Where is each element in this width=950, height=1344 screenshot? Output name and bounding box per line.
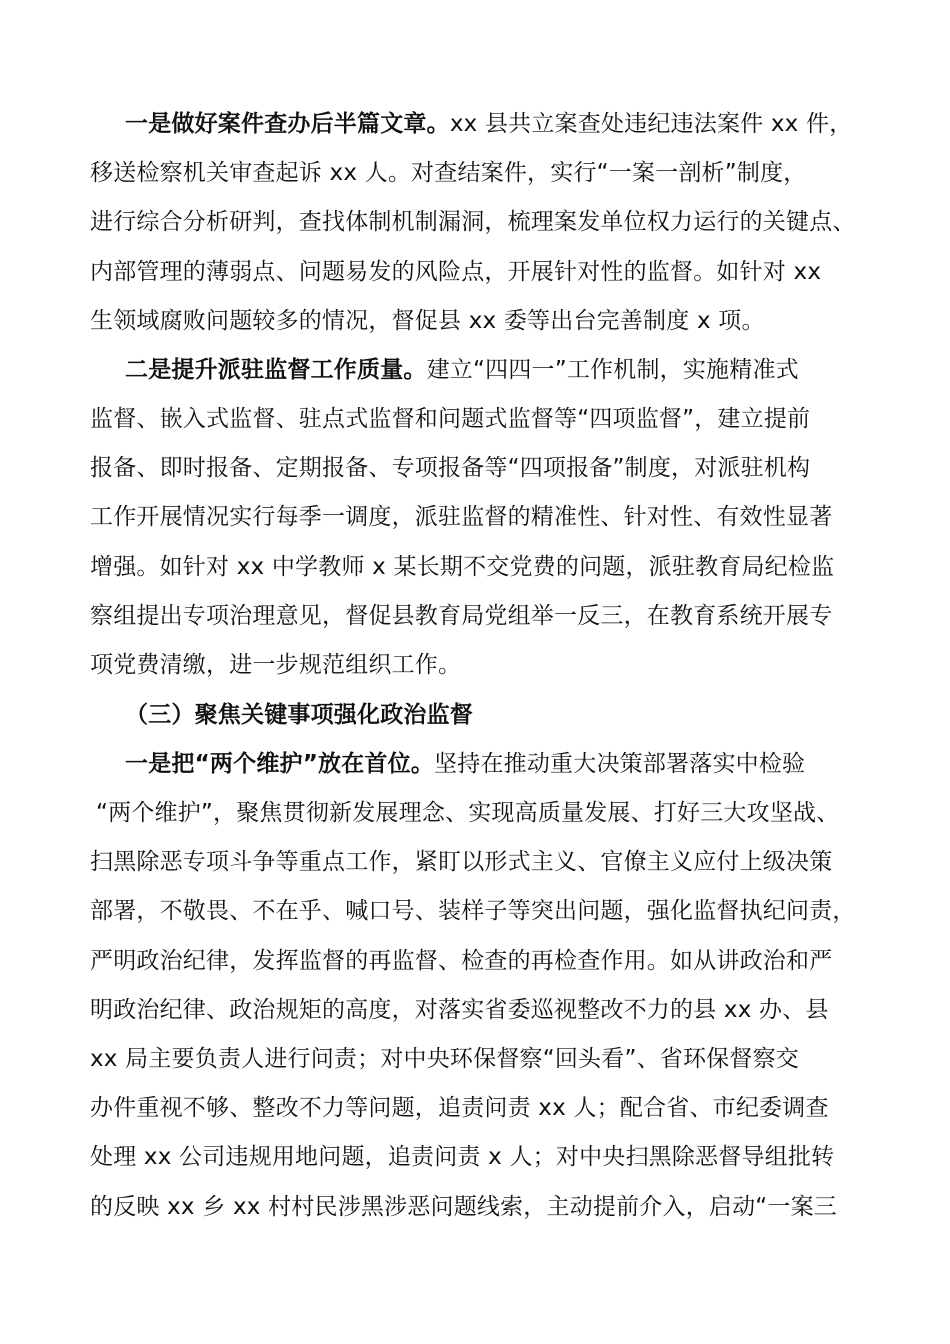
line-text: 办件重视不够、整改不力等问题，追责问责 xx 人；配合省、市纪委调查 bbox=[90, 1095, 829, 1121]
line-text: 内部管理的薄弱点、问题易发的风险点，开展针对性的监督。如针对 xx bbox=[90, 259, 822, 285]
line-text: 的反映 xx 乡 xx 村村民涉黑涉恶问题线索，主动提前介入，启动“一案三 bbox=[90, 1194, 838, 1220]
line-text: xx 县共立案查处违纪违法案件 xx 件， bbox=[449, 111, 853, 137]
paragraph-3-line-4 bbox=[90, 895, 880, 927]
line-text: 监督、嵌入式监督、驻点式监督和问题式监督等“四项监督”，建立提前 bbox=[90, 406, 811, 432]
line-text: 扫黑除恶专项斗争等重点工作，紧盯以形式主义、官僚主义应付上级决策 bbox=[90, 849, 833, 875]
paragraph-2-line-5 bbox=[90, 551, 880, 583]
paragraph-3-line-5 bbox=[90, 945, 880, 977]
section-title: （三）聚焦关键事项强化政治监督 bbox=[125, 702, 473, 728]
line-text: 察组提出专项治理意见，督促县教育局党组举一反三，在教育系统开展专 bbox=[90, 603, 833, 629]
paragraph-3-line-8 bbox=[90, 1092, 880, 1124]
line-text: “两个维护”，聚焦贯彻新发展理念、实现高质量发展、打好三大攻坚战、 bbox=[96, 800, 840, 826]
line-text: 明政治纪律、政治规矩的高度，对落实省委巡视整改不力的县 xx 办、县 bbox=[90, 997, 829, 1023]
line-text: 建立“四四一”工作机制，实施精准式 bbox=[426, 357, 799, 383]
line-text: 部署，不敬畏、不在乎、喊口号、装样子等突出问题，强化监督执纪问责， bbox=[90, 898, 856, 924]
paragraph-2-line-2 bbox=[90, 403, 880, 435]
heading-3: 一是把“两个维护”放在首位。 bbox=[125, 751, 435, 777]
line-text: 进行综合分析研判，查找体制机制漏洞，梳理案发单位权力运行的关键点、 bbox=[90, 209, 856, 235]
heading-1: 一是做好案件查办后半篇文章。 bbox=[125, 111, 450, 137]
paragraph-1-line-3 bbox=[90, 206, 880, 238]
paragraph-2-line-6 bbox=[90, 600, 880, 632]
paragraph-1-line-2 bbox=[90, 157, 880, 189]
line-text: 坚持在推动重大决策部署落实中检验 bbox=[434, 751, 806, 777]
paragraph-3-line-3 bbox=[90, 846, 880, 878]
line-text: 项党费清缴，进一步规范组织工作。 bbox=[90, 652, 462, 678]
line-text: xx 局主要负责人进行问责；对中央环保督察“回头看”、省环保督察交 bbox=[90, 1046, 799, 1072]
section-heading-3 bbox=[125, 699, 915, 731]
line-text: 处理 xx 公司违规用地问题，追责问责 x 人；对中央扫黑除恶督导组批转 bbox=[90, 1144, 835, 1170]
line-text: 增强。如针对 xx 中学教师 x 某长期不交党费的问题，派驻教育局纪检监 bbox=[90, 554, 835, 580]
line-text: 严明政治纪律，发挥监督的再监督、检查的再检查作用。如从讲政治和严 bbox=[90, 948, 833, 974]
line-text: 生领域腐败问题较多的情况，督促县 xx 委等出台完善制度 x 项。 bbox=[90, 308, 765, 334]
line-text: 移送检察机关审查起诉 xx 人。对查结案件，实行“一案一剖析”制度， bbox=[90, 160, 807, 186]
paragraph-2-line-3 bbox=[90, 452, 880, 484]
paragraph-2-line-1 bbox=[125, 354, 915, 386]
paragraph-3-line-2 bbox=[96, 797, 886, 829]
paragraph-3-line-1 bbox=[125, 748, 915, 780]
paragraph-1-line-4 bbox=[90, 256, 880, 288]
line-text: 报备、即时报备、定期报备、专项报备等“四项报备”制度，对派驻机构 bbox=[90, 455, 811, 481]
paragraph-2-line-7 bbox=[90, 649, 880, 681]
heading-2: 二是提升派驻监督工作质量。 bbox=[125, 357, 427, 383]
paragraph-3-line-10 bbox=[90, 1191, 880, 1223]
line-text: 工作开展情况实行每季一调度，派驻监督的精准性、针对性、有效性显著 bbox=[90, 504, 833, 530]
paragraph-3-line-7 bbox=[90, 1043, 880, 1075]
paragraph-3-line-6 bbox=[90, 994, 880, 1026]
paragraph-1-line-1 bbox=[125, 108, 915, 140]
paragraph-2-line-4 bbox=[90, 501, 880, 533]
paragraph-3-line-9 bbox=[90, 1141, 880, 1173]
paragraph-1-line-5 bbox=[90, 305, 880, 337]
